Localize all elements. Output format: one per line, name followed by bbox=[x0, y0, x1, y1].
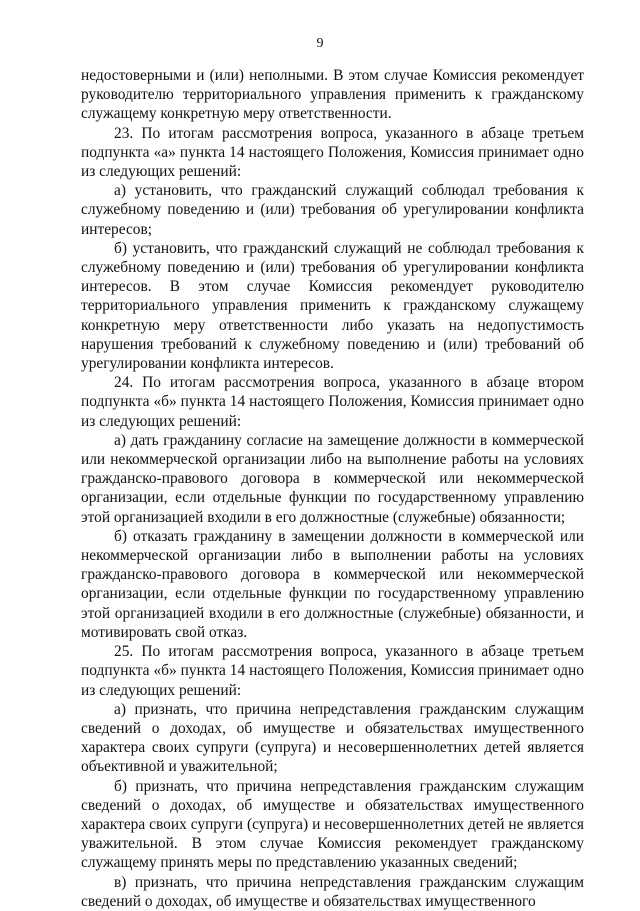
paragraph-25-a: а) признать, что причина непредставления гражданским служащим сведений о доходах, об имуществе и обязательствах имущественного характера своих супруги (супруга) и несовершеннолетних детей является объективной и уважительной; bbox=[81, 700, 584, 776]
paragraph-24-b: б) отказать гражданину в замещении должности в коммерческой или некоммерческой организации либо в выполнении работы на условиях гражданско-правового договора в коммерческой или некоммерческой организации, если отдельные функции по государственному управлению этой организацией входили в его должностные (служебные) обязанности, и мотивировать свой отказ. bbox=[81, 527, 584, 641]
document-body bbox=[81, 66, 584, 911]
paragraph-25-b: б) признать, что причина непредставления гражданским служащим сведений о доходах, об имуществе и обязательствах имущественного характера своих супруги (супруга) и несовершеннолетних детей не является уважительной. В этом случае Комиссия рекомендует гражданскому служащему принять меры по представлению указанных сведений; bbox=[81, 777, 584, 872]
paragraph-25-v: в) признать, что причина непредставления гражданским служащим сведений о доходах, об имуществе и обязательствах имущественного bbox=[81, 873, 584, 910]
paragraph-item-25: 25. По итогам рассмотрения вопроса, указанного в абзаце третьем подпункта «б» пункта 14 настоящего Положения, Комиссия принимает одно из следующих решений: bbox=[81, 643, 584, 699]
paragraph-23-a: а) установить, что гражданский служащий соблюдал требования к служебному поведению и (или) требования об урегулировании конфликта интересов; bbox=[81, 182, 584, 238]
paragraph-continuation: недостоверными и (или) неполными. В этом случае Комиссия рекомендует руководителю территориального управления применить к гражданскому служащему конкретную меру ответственности. bbox=[81, 67, 584, 123]
page-number: 9 bbox=[316, 36, 324, 51]
paragraph-23-b: б) установить, что гражданский служащий не соблюдал требования к служебному поведению и (или) требования об урегулировании конфликта интересов. В этом случае Комиссия рекомендует руководителю территориального управления применить к гражданскому служащему конкретную меру ответственности либо указать на недопустимость нарушения требований к служебному поведению и (или) требований об урегулировании конфликта интересов. bbox=[81, 239, 584, 373]
paragraph-item-23: 23. По итогам рассмотрения вопроса, указанного в абзаце третьем подпункта «а» пункта 14 настоящего Положения, Комиссия принимает одно из следующих решений: bbox=[81, 124, 584, 181]
paragraph-item-24: 24. По итогам рассмотрения вопроса, указанного в абзаце втором подпункта «б» пункта 14 настоящего Положения, Комиссия принимает одно из следующих решений: bbox=[81, 374, 584, 430]
paragraph-24-a: а) дать гражданину согласие на замещение должности в коммерческой или некоммерческой организации либо на выполнение работы на условиях гражданско-правового договора в коммерческой или некоммерческой организации, если отдельные функции по государственному управлению этой организацией входили в его должностные (служебные) обязанности; bbox=[81, 431, 584, 526]
